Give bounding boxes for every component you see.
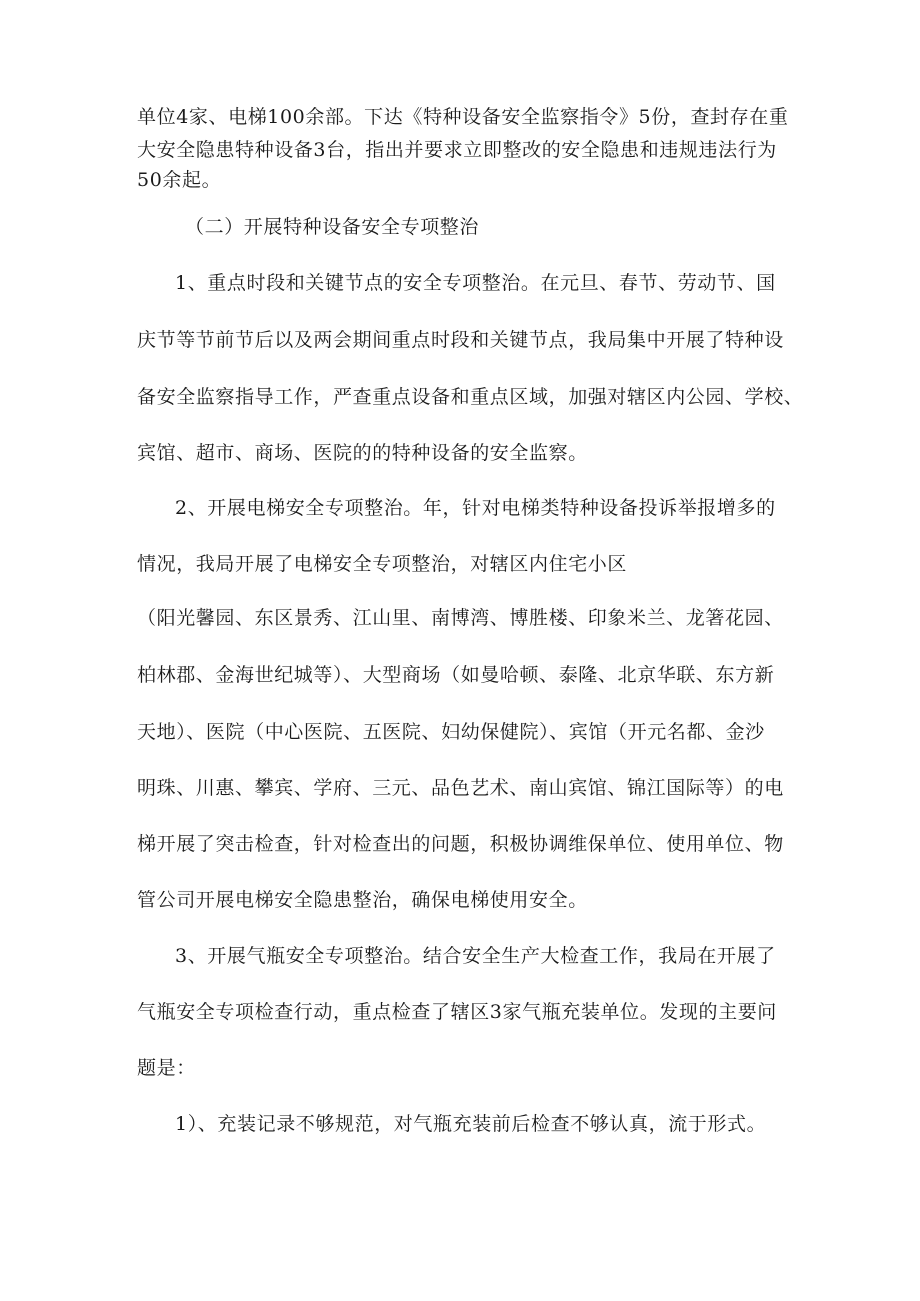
text-line: 1）、充装记录不够规范，对气瓶充装前后检查不够认真，流于形式。 [175,1113,767,1135]
text-line: 天地）、医院（中心医院、五医院、妇幼保健院）、宾馆（开元名都、金沙 [137,721,765,743]
text-line: 单位4家、电梯100余部。下达《特种设备安全监察指令》5份，查封存在重 [137,106,789,128]
text-line: 50余起。 [137,169,222,191]
text-line: 柏林郡、金海世纪城等）、大型商场（如曼哈顿、泰隆、北京华联、东方新 [137,664,775,686]
text-line: 明珠、川惠、攀宾、学府、三元、品色艺术、南山宾馆、锦江国际等）的电 [137,777,784,799]
text-line: 庆节等节前节后以及两会期间重点时段和关键节点，我局集中开展了特种设 [137,329,784,351]
text-line: 题是： [137,1057,196,1079]
section-heading: （二）开展特种设备安全专项整治 [185,216,480,238]
text-line: （阳光馨园、东区景秀、江山里、南博湾、博胜楼、印象米兰、龙箸花园、 [137,607,784,629]
text-line: 大安全隐患特种设备3台，指出并要求立即整改的安全隐患和违规违法行为 [137,139,777,161]
text-line: 3、开展气瓶安全专项整治。结合安全生产大检查工作，我局在开展了 [175,945,776,967]
text-line: 梯开展了突击检查，针对检查出的问题，积极协调维保单位、使用单位、物 [137,833,784,855]
text-line: 情况，我局开展了电梯安全专项整治，对辖区内住宅小区 [137,553,628,575]
text-line: 气瓶安全专项检查行动，重点检查了辖区3家气瓶充装单位。发现的主要问 [137,1001,777,1023]
text-line: 管公司开展电梯安全隐患整治，确保电梯使用安全。 [137,889,588,911]
text-line: 宾馆、超市、商场、医院的的特种设备的安全监察。 [137,442,588,464]
text-line: 备安全监察指导工作，严查重点设备和重点区域，加强对辖区内公园、学校、 [137,386,804,408]
text-line: 2、开展电梯安全专项整治。年，针对电梯类特种设备投诉举报增多的 [175,497,776,519]
text-line: 1、重点时段和关键节点的安全专项整治。在元旦、春节、劳动节、国 [175,272,776,294]
